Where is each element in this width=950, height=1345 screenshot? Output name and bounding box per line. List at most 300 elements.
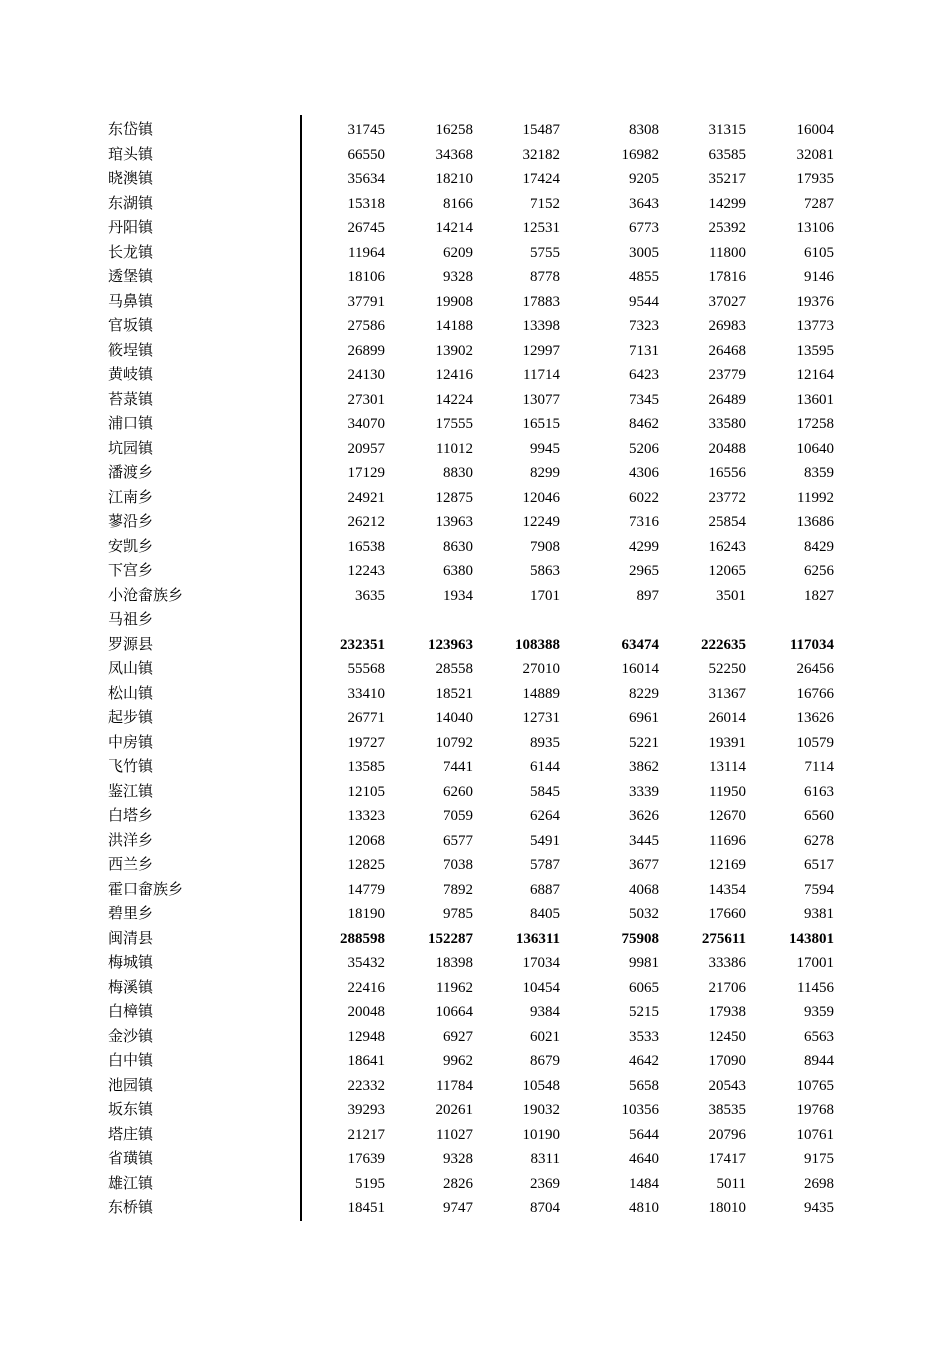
value-cell-col5: 25392 [708, 220, 746, 236]
value-cell-col5: 26489 [708, 391, 746, 408]
region-name: 凤山镇 [108, 661, 154, 677]
region-name: 省璜镇 [108, 1151, 154, 1167]
value-cell-col3: 13398 [522, 318, 560, 334]
value-cell-col1: 35634 [347, 171, 385, 187]
value-cell-col2: 14040 [435, 710, 473, 726]
value-cell-col5: 23779 [708, 367, 746, 383]
value-cell-col6: 32081 [796, 146, 834, 163]
table-row [0, 706, 950, 731]
region-name: 马祖乡 [108, 612, 154, 628]
value-cell-col5: 17660 [708, 906, 746, 922]
value-cell-col5: 33580 [708, 416, 746, 432]
value-cell-col6: 6563 [804, 1028, 834, 1045]
value-cell-col1: 16538 [347, 538, 385, 555]
value-cell-col5: 11800 [709, 244, 746, 261]
value-cell-col5: 26014 [708, 710, 746, 726]
value-cell-col3: 16515 [522, 416, 560, 432]
value-cell-col4: 75908 [621, 930, 659, 947]
value-cell-col6: 9175 [804, 1151, 834, 1167]
value-cell-col1: 34070 [347, 416, 385, 432]
value-cell-col4: 5215 [629, 1004, 659, 1020]
value-cell-col5: 12670 [708, 808, 746, 824]
table-row [0, 167, 950, 192]
value-cell-col6: 26456 [796, 661, 834, 677]
value-cell-col2: 18210 [435, 171, 473, 187]
region-name: 坑园镇 [108, 440, 154, 457]
region-name: 罗源县 [108, 636, 154, 653]
value-cell-col1: 20048 [347, 1004, 385, 1020]
value-cell-col6: 17935 [796, 171, 834, 187]
value-cell-col5: 35217 [708, 171, 746, 187]
region-name: 梅城镇 [108, 955, 154, 971]
value-cell-col1: 17639 [347, 1151, 385, 1167]
value-cell-col3: 8778 [530, 269, 560, 285]
value-cell-col5: 31367 [708, 685, 746, 702]
value-cell-col4: 63474 [621, 636, 659, 653]
value-cell-col1: 12068 [347, 832, 385, 849]
region-name: 晓澳镇 [108, 171, 154, 187]
value-cell-col1: 288598 [340, 930, 385, 947]
table-row [0, 1025, 950, 1050]
value-cell-col1: 3635 [355, 587, 385, 604]
value-cell-col1: 26745 [347, 220, 385, 236]
region-name: 丹阳镇 [108, 220, 154, 236]
value-cell-col1: 18451 [347, 1200, 385, 1216]
value-cell-col3: 6887 [530, 881, 560, 898]
value-cell-col2: 16258 [435, 122, 473, 138]
value-cell-col5: 14299 [708, 195, 746, 212]
region-name: 起步镇 [108, 710, 154, 726]
table-row [0, 755, 950, 780]
value-cell-col1: 14779 [347, 881, 385, 898]
value-cell-col4: 9981 [629, 955, 659, 971]
value-cell-col1: 55568 [347, 661, 385, 677]
table-row [0, 780, 950, 805]
value-cell-col4: 5221 [629, 734, 659, 751]
table-row [0, 1196, 950, 1221]
value-cell-col5: 14354 [708, 881, 746, 898]
value-cell-col4: 7323 [629, 318, 659, 334]
table-row [0, 1000, 950, 1025]
value-cell-col3: 8935 [530, 734, 560, 751]
value-cell-col1: 5195 [355, 1175, 385, 1192]
value-cell-col4: 4068 [629, 881, 659, 898]
value-cell-col6: 12164 [796, 367, 834, 383]
value-cell-col1: 35432 [347, 955, 385, 971]
value-cell-col5: 12169 [708, 857, 746, 873]
value-cell-col4: 1484 [629, 1175, 659, 1192]
value-cell-col2: 14214 [435, 220, 473, 236]
value-cell-col2: 7038 [443, 857, 473, 873]
value-cell-col5: 31315 [708, 122, 746, 138]
value-cell-col1: 22332 [347, 1077, 385, 1094]
region-name: 金沙镇 [108, 1028, 154, 1045]
value-cell-col5: 37027 [708, 293, 746, 310]
region-name: 梅溪镇 [108, 979, 154, 996]
value-cell-col2: 14188 [435, 318, 473, 334]
value-cell-col2: 18521 [435, 685, 473, 702]
value-cell-col2: 6260 [443, 783, 473, 800]
value-cell-col2: 17555 [435, 416, 473, 432]
region-name: 鉴江镇 [108, 783, 154, 800]
value-cell-col1: 12105 [347, 783, 385, 800]
table-row [0, 412, 950, 437]
value-cell-col5: 52250 [708, 661, 746, 677]
value-cell-col6: 8944 [804, 1053, 834, 1069]
value-cell-col5: 17090 [708, 1053, 746, 1069]
value-cell-col6: 1827 [804, 587, 834, 604]
value-cell-col5: 25854 [708, 514, 746, 530]
value-cell-col3: 13077 [522, 391, 560, 408]
value-cell-col6: 10765 [796, 1077, 834, 1094]
value-cell-col4: 2965 [629, 563, 659, 579]
value-cell-col3: 6264 [530, 808, 560, 824]
region-name: 塔庄镇 [108, 1126, 154, 1143]
value-cell-col3: 6021 [530, 1028, 560, 1045]
value-cell-col6: 13595 [796, 342, 834, 359]
value-cell-col4: 3677 [629, 857, 659, 873]
value-cell-col6: 9146 [804, 269, 834, 285]
value-cell-col2: 34368 [435, 146, 473, 163]
value-cell-col2: 6577 [443, 832, 473, 849]
table-row [0, 339, 950, 364]
value-cell-col6: 16004 [796, 122, 834, 138]
value-cell-col6: 17258 [796, 416, 834, 432]
value-cell-col6: 6517 [804, 857, 834, 873]
value-cell-col3: 2369 [530, 1175, 560, 1192]
value-cell-col4: 9205 [629, 171, 659, 187]
region-name: 筱埕镇 [108, 342, 154, 359]
value-cell-col3: 7908 [530, 538, 560, 555]
region-name: 东桥镇 [108, 1200, 154, 1216]
value-cell-col3: 10548 [522, 1077, 560, 1094]
value-cell-col6: 16766 [796, 685, 834, 702]
table-row [0, 290, 950, 315]
value-cell-col1: 232351 [340, 636, 385, 653]
region-name: 透堡镇 [108, 269, 154, 285]
value-cell-col5: 16556 [708, 465, 746, 481]
value-cell-col5: 38535 [708, 1102, 746, 1118]
value-cell-col3: 8311 [530, 1151, 560, 1167]
value-cell-col4: 6065 [629, 979, 659, 996]
value-cell-col2: 14224 [435, 391, 473, 408]
value-cell-col3: 12731 [522, 710, 560, 726]
region-name: 蓼沿乡 [108, 514, 154, 530]
value-cell-col6: 11456 [797, 979, 834, 996]
region-name: 苔菉镇 [108, 391, 154, 408]
table-row [0, 951, 950, 976]
value-cell-col1: 13585 [347, 759, 385, 775]
table-row [0, 1074, 950, 1099]
table-row [0, 878, 950, 903]
value-cell-col3: 9945 [530, 440, 560, 457]
value-cell-col6: 13773 [796, 318, 834, 334]
value-cell-col6: 13106 [796, 220, 834, 236]
value-cell-col6: 8359 [804, 465, 834, 481]
value-cell-col2: 13963 [435, 514, 473, 530]
value-cell-col1: 27301 [347, 391, 385, 408]
table-row [0, 314, 950, 339]
value-cell-col2: 12875 [435, 489, 473, 506]
value-cell-col5: 16243 [708, 538, 746, 555]
value-cell-col3: 7152 [530, 195, 560, 212]
value-cell-col6: 10640 [796, 440, 834, 457]
region-name: 白中镇 [108, 1053, 154, 1069]
value-cell-col5: 5011 [716, 1175, 746, 1192]
value-cell-col2: 8166 [443, 195, 473, 212]
value-cell-col3: 17034 [522, 955, 560, 971]
region-name: 东湖镇 [108, 195, 154, 212]
value-cell-col6: 13626 [796, 710, 834, 726]
value-cell-col6: 9381 [804, 906, 834, 922]
region-name: 马鼻镇 [108, 293, 154, 310]
value-cell-col2: 9747 [443, 1200, 473, 1216]
value-cell-col2: 9328 [443, 1151, 473, 1167]
value-cell-col3: 8704 [530, 1200, 560, 1216]
region-name: 池园镇 [108, 1077, 154, 1094]
value-cell-col3: 8299 [530, 465, 560, 481]
value-cell-col2: 6209 [443, 244, 473, 261]
value-cell-col3: 5787 [530, 857, 560, 873]
value-cell-col3: 17424 [522, 171, 560, 187]
value-cell-col2: 7892 [443, 881, 473, 898]
value-cell-col1: 12243 [347, 563, 385, 579]
value-cell-col4: 3643 [629, 195, 659, 212]
value-cell-col4: 9544 [629, 293, 659, 310]
value-cell-col5: 11696 [709, 832, 746, 849]
value-cell-col4: 5206 [629, 440, 659, 457]
value-cell-col5: 33386 [708, 955, 746, 971]
table-row [0, 241, 950, 266]
value-cell-col6: 13601 [796, 391, 834, 408]
value-cell-col3: 5863 [530, 563, 560, 579]
region-name: 中房镇 [108, 734, 154, 751]
value-cell-col1: 18106 [347, 269, 385, 285]
region-name: 洪洋乡 [108, 832, 154, 849]
value-cell-col6: 11992 [797, 489, 834, 506]
value-cell-col2: 7059 [443, 808, 473, 824]
value-cell-col6: 8429 [804, 538, 834, 555]
region-name: 潘渡乡 [108, 465, 154, 481]
region-name: 飞竹镇 [108, 759, 154, 775]
value-cell-col2: 11012 [436, 440, 473, 457]
value-cell-col5: 20543 [708, 1077, 746, 1094]
value-cell-col3: 12046 [522, 489, 560, 506]
value-cell-col2: 11962 [436, 979, 473, 996]
region-name: 长龙镇 [108, 244, 154, 261]
value-cell-col4: 16982 [621, 146, 659, 163]
value-cell-col3: 8405 [530, 906, 560, 922]
table-row [0, 976, 950, 1001]
value-cell-col1: 24921 [347, 489, 385, 506]
table-row [0, 731, 950, 756]
table-row [0, 143, 950, 168]
value-cell-col1: 21217 [347, 1126, 385, 1143]
table-row [0, 853, 950, 878]
value-cell-col5: 26983 [708, 318, 746, 334]
table-row [0, 535, 950, 560]
value-cell-col6: 19768 [796, 1102, 834, 1118]
value-cell-col4: 7131 [629, 342, 659, 359]
value-cell-col1: 12825 [347, 857, 385, 873]
value-cell-col4: 4855 [629, 269, 659, 285]
value-cell-col2: 9962 [443, 1053, 473, 1069]
value-cell-col6: 6560 [804, 808, 834, 824]
value-cell-col3: 12531 [522, 220, 560, 236]
region-name: 碧里乡 [108, 906, 154, 922]
region-name: 琯头镇 [108, 146, 154, 163]
table-row [0, 216, 950, 241]
value-cell-col1: 26771 [347, 710, 385, 726]
table-row [0, 510, 950, 535]
value-cell-col2: 152287 [428, 930, 473, 947]
value-cell-col1: 11964 [348, 244, 385, 261]
value-cell-col4: 5644 [629, 1126, 659, 1143]
region-name: 西兰乡 [108, 857, 154, 873]
table-row [0, 363, 950, 388]
value-cell-col2: 2826 [443, 1175, 473, 1192]
value-cell-col3: 17883 [522, 293, 560, 310]
value-cell-col3: 9384 [530, 1004, 560, 1020]
value-cell-col1: 18641 [347, 1053, 385, 1069]
value-cell-col4: 3005 [629, 244, 659, 261]
value-cell-col1: 18190 [347, 906, 385, 922]
value-cell-col5: 18010 [708, 1200, 746, 1216]
value-cell-col4: 4306 [629, 465, 659, 481]
value-cell-col6: 19376 [796, 293, 834, 310]
value-cell-col5: 17816 [708, 269, 746, 285]
value-cell-col1: 19727 [347, 734, 385, 751]
table-row [0, 829, 950, 854]
table-row [0, 608, 950, 633]
value-cell-col3: 136311 [515, 930, 560, 947]
region-name: 白樟镇 [108, 1004, 154, 1020]
table-row [0, 1098, 950, 1123]
table-row [0, 657, 950, 682]
value-cell-col3: 10190 [522, 1126, 560, 1143]
population-table [0, 118, 950, 1221]
value-cell-col5: 12450 [708, 1028, 746, 1045]
value-cell-col2: 6380 [443, 563, 473, 579]
value-cell-col5: 275611 [701, 930, 746, 947]
value-cell-col3: 5845 [530, 783, 560, 800]
value-cell-col3: 12249 [522, 514, 560, 530]
value-cell-col4: 4642 [629, 1053, 659, 1069]
county-total-row [0, 927, 950, 952]
table-row [0, 902, 950, 927]
value-cell-col5: 63585 [708, 146, 746, 163]
value-cell-col3: 5491 [530, 832, 560, 849]
value-cell-col3: 11714 [523, 367, 560, 383]
value-cell-col1: 27586 [347, 318, 385, 334]
value-cell-col4: 3533 [629, 1028, 659, 1045]
value-cell-col2: 9328 [443, 269, 473, 285]
value-cell-col3: 32182 [522, 146, 560, 163]
table-row [0, 1123, 950, 1148]
value-cell-col2: 11784 [436, 1077, 473, 1094]
region-name: 官坂镇 [108, 318, 154, 334]
value-cell-col3: 1701 [530, 587, 560, 604]
value-cell-col1: 12948 [347, 1028, 385, 1045]
region-name: 浦口镇 [108, 416, 154, 432]
value-cell-col5: 3501 [716, 587, 746, 604]
value-cell-col6: 7114 [804, 759, 834, 775]
region-name: 雄江镇 [108, 1175, 154, 1192]
region-name: 黄岐镇 [108, 367, 154, 383]
value-cell-col4: 6961 [629, 710, 659, 726]
value-cell-col4: 3626 [629, 808, 659, 824]
value-cell-col6: 6256 [804, 563, 834, 579]
value-cell-col4: 16014 [621, 661, 659, 677]
value-cell-col2: 13902 [435, 342, 473, 359]
value-cell-col3: 108388 [515, 636, 560, 653]
value-cell-col6: 7594 [804, 881, 834, 898]
value-cell-col1: 15318 [347, 195, 385, 212]
value-cell-col6: 17001 [796, 955, 834, 971]
value-cell-col3: 15487 [522, 122, 560, 138]
value-cell-col3: 12997 [522, 342, 560, 359]
table-row [0, 118, 950, 143]
value-cell-col4: 897 [636, 587, 659, 604]
value-cell-col2: 123963 [428, 636, 473, 653]
value-cell-col4: 7345 [629, 391, 659, 408]
value-cell-col4: 3445 [629, 832, 659, 849]
value-cell-col5: 26468 [708, 342, 746, 359]
value-cell-col6: 6163 [804, 783, 834, 800]
value-cell-col1: 33410 [347, 685, 385, 702]
value-cell-col2: 7441 [443, 759, 473, 775]
value-cell-col6: 7287 [804, 195, 834, 212]
value-cell-col4: 6423 [629, 367, 659, 383]
table-row [0, 1049, 950, 1074]
value-cell-col6: 2698 [804, 1175, 834, 1192]
region-name: 东岱镇 [108, 122, 154, 138]
table-row [0, 192, 950, 217]
value-cell-col6: 6278 [804, 832, 834, 849]
value-cell-col6: 9435 [804, 1200, 834, 1216]
value-cell-col2: 11027 [436, 1126, 473, 1143]
value-cell-col5: 17417 [708, 1151, 746, 1167]
value-cell-col2: 9785 [443, 906, 473, 922]
value-cell-col4: 5658 [629, 1077, 659, 1094]
value-cell-col4: 10356 [621, 1102, 659, 1118]
value-cell-col4: 6773 [629, 220, 659, 236]
value-cell-col6: 6105 [804, 244, 834, 261]
table-row [0, 584, 950, 609]
value-cell-col3: 27010 [522, 661, 560, 677]
value-cell-col3: 10454 [522, 979, 560, 996]
value-cell-col5: 23772 [708, 489, 746, 506]
value-cell-col2: 10792 [435, 734, 473, 751]
value-cell-col5: 13114 [709, 759, 746, 775]
table-row [0, 437, 950, 462]
value-cell-col3: 14889 [522, 685, 560, 702]
value-cell-col3: 19032 [522, 1102, 560, 1118]
region-name: 江南乡 [108, 489, 154, 506]
region-name: 霍口畲族乡 [108, 881, 184, 898]
table-row [0, 461, 950, 486]
value-cell-col5: 11950 [709, 783, 746, 800]
value-cell-col3: 8679 [530, 1053, 560, 1069]
value-cell-col1: 22416 [347, 979, 385, 996]
value-cell-col4: 8308 [629, 122, 659, 138]
value-cell-col2: 28558 [435, 661, 473, 677]
value-cell-col1: 20957 [347, 440, 385, 457]
value-cell-col5: 20796 [708, 1126, 746, 1143]
value-cell-col6: 9359 [804, 1004, 834, 1020]
table-row [0, 682, 950, 707]
value-cell-col6: 13686 [796, 514, 834, 530]
